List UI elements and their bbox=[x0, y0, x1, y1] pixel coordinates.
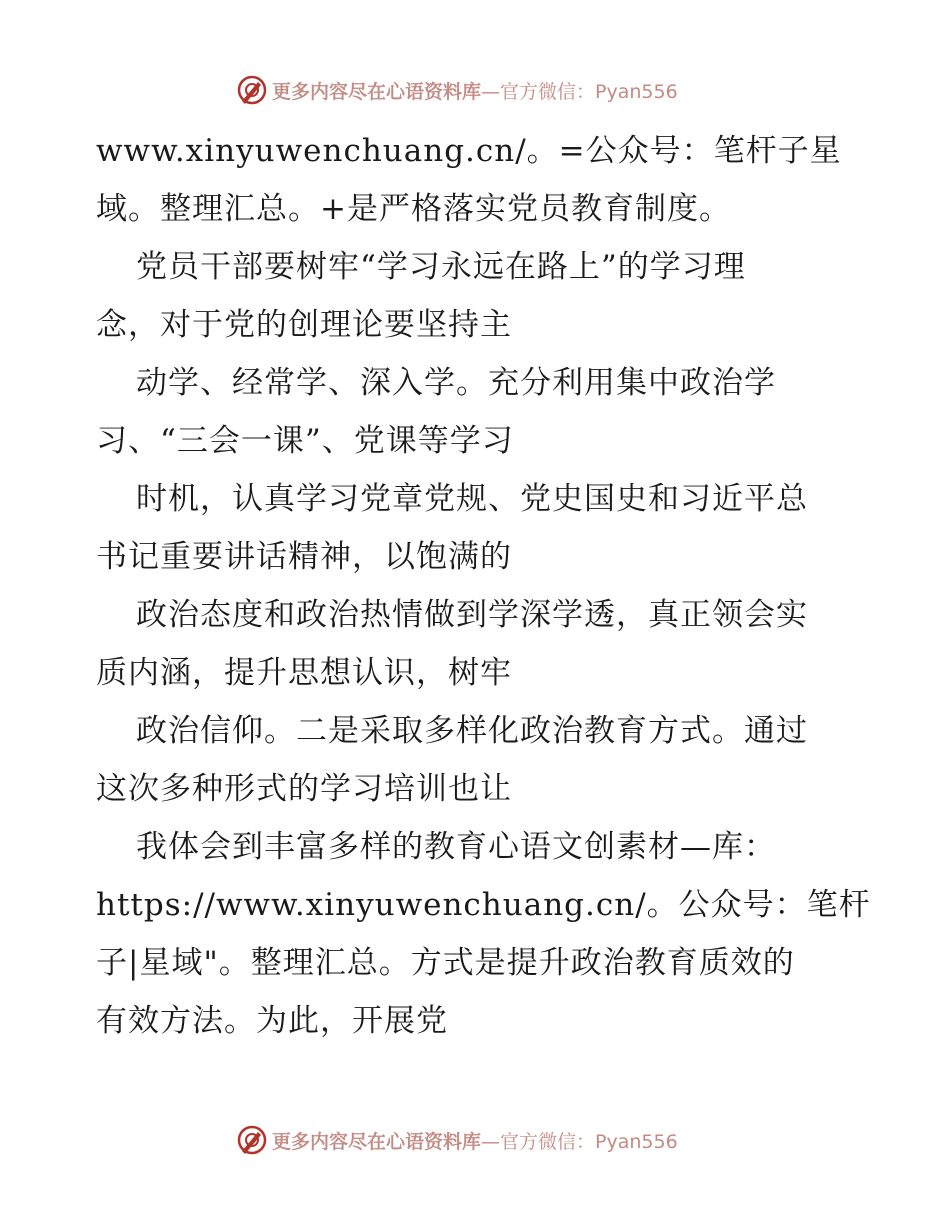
body-line: 有效方法。为此，开展党 bbox=[96, 1003, 448, 1039]
body-line: 书记重要讲话精神，以饱满的 bbox=[96, 539, 512, 575]
body-line: 我体会到丰富多样的教育心语文创素材—库： bbox=[136, 829, 776, 865]
pen-logo-icon bbox=[236, 1124, 268, 1156]
pen-logo-icon bbox=[236, 74, 268, 106]
body-line: 时机，认真学习党章党规、党史国史和习近平总 bbox=[136, 481, 808, 517]
body-line: 念，对于党的创理论要坚持主 bbox=[96, 307, 512, 343]
body-line: 习、“三会一课”、党课等学习 bbox=[96, 423, 514, 459]
body-line: 质内涵，提升思想认识，树牢 bbox=[96, 655, 512, 691]
body-line: www.xinyuwenchuang.cn/。=公众号：笔杆子星 bbox=[96, 133, 842, 169]
footer-banner-contact: —官方微信：Pyan556 bbox=[481, 1130, 678, 1153]
header-banner bbox=[236, 72, 716, 108]
header-banner-title: 更多内容尽在心语资料库 bbox=[272, 80, 482, 103]
body-line: 政治信仰。二是采取多样化政治教育方式。通过 bbox=[136, 713, 808, 749]
footer-banner bbox=[236, 1122, 716, 1158]
footer-banner-title: 更多内容尽在心语资料库 bbox=[272, 1130, 482, 1153]
body-line: 子|星域"。整理汇总。方式是提升政治教育质效的 bbox=[96, 945, 795, 981]
body-line: 域。整理汇总。+是严格落实党员教育制度。 bbox=[96, 191, 731, 227]
body-line: 这次多种形式的学习培训也让 bbox=[96, 771, 512, 807]
body-line: 动学、经常学、深入学。充分利用集中政治学 bbox=[136, 365, 776, 401]
document-body bbox=[96, 122, 871, 1050]
body-line: 政治态度和政治热情做到学深学透，真正领会实 bbox=[136, 597, 808, 633]
body-line: 党员干部要树牢“学习永远在路上”的学习理 bbox=[136, 249, 746, 285]
header-banner-contact: —官方微信：Pyan556 bbox=[481, 80, 678, 103]
body-line: https://www.xinyuwenchuang.cn/。公众号：笔杆 bbox=[96, 887, 871, 923]
